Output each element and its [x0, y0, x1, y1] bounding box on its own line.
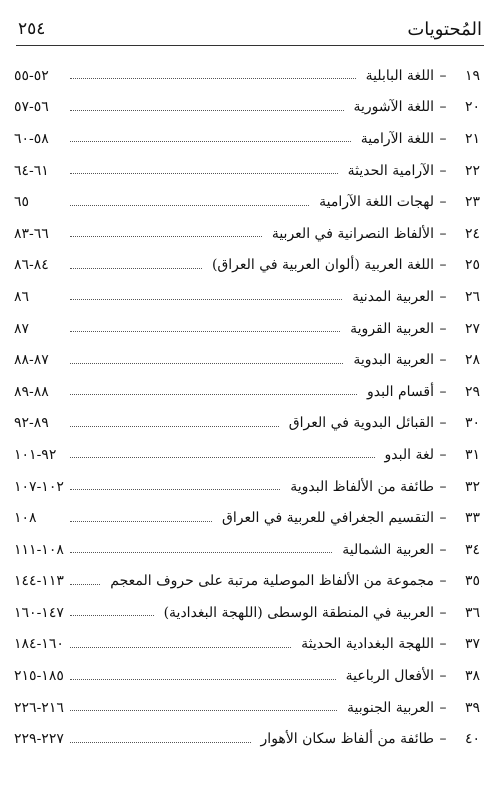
- toc-entry: [14, 344, 480, 376]
- entry-title: العربية الجنوبية: [347, 699, 434, 716]
- entry-title: الألفاظ النصرانية في العربية: [271, 225, 434, 242]
- entry-dash: –: [439, 604, 447, 621]
- dot-leader: [70, 268, 202, 269]
- dot-leader: [70, 710, 337, 711]
- entry-title: مجموعة من الألفاظ الموصلية مرتبة على حروف المعجم: [110, 573, 434, 590]
- dot-leader: [70, 236, 262, 237]
- dot-leader: [70, 141, 351, 142]
- entry-number: ٢١: [464, 130, 480, 147]
- entry-pages: ٦٦-٨٣: [14, 225, 49, 242]
- entry-title: أقسام البدو: [367, 383, 434, 400]
- dot-leader: [70, 426, 279, 427]
- toc-entry: [14, 376, 480, 408]
- entry-pages: ٨٦: [14, 288, 30, 305]
- entry-pages: ٥٢-٥٥: [14, 67, 49, 84]
- toc-entry: [14, 692, 480, 724]
- entry-number: ٢٩: [464, 383, 480, 400]
- toc-entry: [14, 723, 480, 755]
- entry-number: ٣٢: [464, 478, 480, 495]
- toc-entry: [14, 629, 480, 661]
- entry-title: اللغة الآشورية: [353, 99, 434, 116]
- entry-title: اللغة البابلية: [365, 67, 434, 84]
- entry-number: ٢٤: [464, 225, 480, 242]
- page-number: ٢٥٤: [18, 19, 46, 39]
- toc-entry: [14, 123, 480, 155]
- entry-number: ١٩: [464, 67, 480, 84]
- page-header: [18, 14, 482, 44]
- entry-dash: –: [439, 573, 447, 590]
- toc-entry: [14, 566, 480, 598]
- dot-leader: [70, 110, 344, 111]
- dot-leader: [70, 647, 291, 648]
- entry-dash: –: [439, 668, 447, 685]
- entry-dash: –: [439, 415, 447, 432]
- dot-leader: [70, 521, 212, 522]
- toc-entry: [14, 313, 480, 345]
- entry-title: طائفة من ألفاظ سكان الأهوار: [260, 731, 434, 748]
- toc-entry: [14, 439, 480, 471]
- entry-number: ٣٠: [464, 415, 480, 432]
- header-rule: [16, 45, 484, 46]
- entry-number: ٢٦: [464, 288, 480, 305]
- entry-dash: –: [439, 257, 447, 274]
- dot-leader: [70, 552, 332, 553]
- entry-title: العربية الشمالية: [342, 541, 434, 558]
- toc-entry: [14, 218, 480, 250]
- entry-number: ٣٦: [464, 604, 480, 621]
- dot-leader: [70, 394, 357, 395]
- entry-pages: ٢٢٧-٢٢٩: [14, 731, 64, 748]
- entry-title: اللهجة البغدادية الحديثة: [301, 636, 434, 653]
- entry-dash: –: [439, 99, 447, 116]
- entry-dash: –: [439, 699, 447, 716]
- toc-entry: [14, 597, 480, 629]
- entry-dash: –: [439, 194, 447, 211]
- entry-title: الآرامية الحديثة: [347, 162, 434, 179]
- entry-pages: ٨٩-٩٢: [14, 415, 49, 432]
- entry-pages: ١١٣-١٤٤: [14, 573, 64, 590]
- table-of-contents: [14, 60, 480, 755]
- toc-entry: [14, 60, 480, 92]
- entry-number: ٣٥: [464, 573, 480, 590]
- entry-title: اللغة العربية (ألوان العربية في العراق): [211, 257, 434, 274]
- dot-leader: [70, 457, 375, 458]
- dot-leader: [70, 331, 340, 332]
- entry-number: ٢٣: [464, 194, 480, 211]
- entry-dash: –: [439, 130, 447, 147]
- entry-pages: ٢١٦-٢٢٦: [14, 699, 64, 716]
- entry-title: الأفعال الرباعية: [345, 668, 434, 685]
- dot-leader: [70, 363, 343, 364]
- entry-pages: ٨٧-٨٨: [14, 352, 49, 369]
- toc-entry: [14, 660, 480, 692]
- dot-leader: [70, 679, 336, 680]
- toc-entry: [14, 502, 480, 534]
- entry-dash: –: [439, 320, 447, 337]
- entry-number: ٣٩: [464, 699, 480, 716]
- entry-pages: ٥٨-٦٠: [14, 130, 49, 147]
- entry-dash: –: [439, 288, 447, 305]
- entry-pages: ١٤٧-١٦٠: [14, 604, 64, 621]
- entry-pages: ٨٧: [14, 320, 30, 337]
- toc-entry: [14, 534, 480, 566]
- entry-title: التقسيم الجغرافي للعربية في العراق: [222, 510, 434, 527]
- entry-number: ٣٤: [464, 541, 480, 558]
- entry-dash: –: [439, 731, 447, 748]
- entry-dash: –: [439, 67, 447, 84]
- toc-entry: [14, 250, 480, 282]
- entry-title: اللغة الآرامية: [360, 130, 434, 147]
- entry-pages: ٨٨-٨٩: [14, 383, 49, 400]
- toc-entry: [14, 92, 480, 124]
- entry-dash: –: [439, 510, 447, 527]
- entry-title: العربية في المنطقة الوسطى (اللهجة البغدادية): [163, 604, 434, 621]
- dot-leader: [70, 742, 251, 743]
- toc-entry: [14, 471, 480, 503]
- dot-leader: [70, 173, 338, 174]
- entry-number: ٤٠: [464, 731, 480, 748]
- entry-title: العربية المدنية: [352, 288, 434, 305]
- entry-number: ٢٨: [464, 352, 480, 369]
- entry-pages: ٦٥: [14, 194, 30, 211]
- entry-title: القبائل البدوية في العراق: [288, 415, 434, 432]
- entry-number: ٣٣: [464, 510, 480, 527]
- entry-title: العربية البدوية: [353, 352, 434, 369]
- entry-number: ٢٥: [464, 257, 480, 274]
- entry-dash: –: [439, 446, 447, 463]
- entry-pages: ١٠٢-١٠٧: [14, 478, 64, 495]
- entry-pages: ١٨٥-٢١٥: [14, 668, 64, 685]
- entry-number: ٣٨: [464, 668, 480, 685]
- entry-pages: ٩٢-١٠١: [14, 446, 57, 463]
- entry-number: ٣٧: [464, 636, 480, 653]
- entry-pages: ١٠٨-١١١: [14, 541, 64, 558]
- entry-title: لغة البدو: [384, 446, 434, 463]
- dot-leader: [70, 78, 356, 79]
- dot-leader: [70, 299, 342, 300]
- entry-dash: –: [439, 352, 447, 369]
- running-title: المُحتويات: [407, 18, 482, 40]
- entry-pages: ١٦٠-١٨٤: [14, 636, 64, 653]
- entry-dash: –: [439, 636, 447, 653]
- entry-dash: –: [439, 383, 447, 400]
- entry-number: ٣١: [464, 446, 480, 463]
- entry-title: لهجات اللغة الآرامية: [319, 194, 434, 211]
- entry-dash: –: [439, 541, 447, 558]
- entry-title: العربية القروية: [350, 320, 434, 337]
- dot-leader: [70, 489, 280, 490]
- entry-number: ٢٠: [464, 99, 480, 116]
- entry-number: ٢٢: [464, 162, 480, 179]
- toc-entry: [14, 186, 480, 218]
- entry-pages: ٥٦-٥٧: [14, 99, 49, 116]
- dot-leader: [70, 615, 154, 616]
- entry-dash: –: [439, 162, 447, 179]
- dot-leader: [70, 205, 309, 206]
- entry-pages: ٦١-٦٤: [14, 162, 49, 179]
- entry-dash: –: [439, 225, 447, 242]
- entry-dash: –: [439, 478, 447, 495]
- entry-pages: ٨٤-٨٦: [14, 257, 49, 274]
- toc-entry: [14, 408, 480, 440]
- entry-pages: ١٠٨: [14, 510, 37, 527]
- entry-title: طائفة من الألفاظ البدوية: [290, 478, 434, 495]
- dot-leader: [70, 584, 100, 585]
- toc-entry: [14, 155, 480, 187]
- toc-entry: [14, 281, 480, 313]
- entry-number: ٢٧: [464, 320, 480, 337]
